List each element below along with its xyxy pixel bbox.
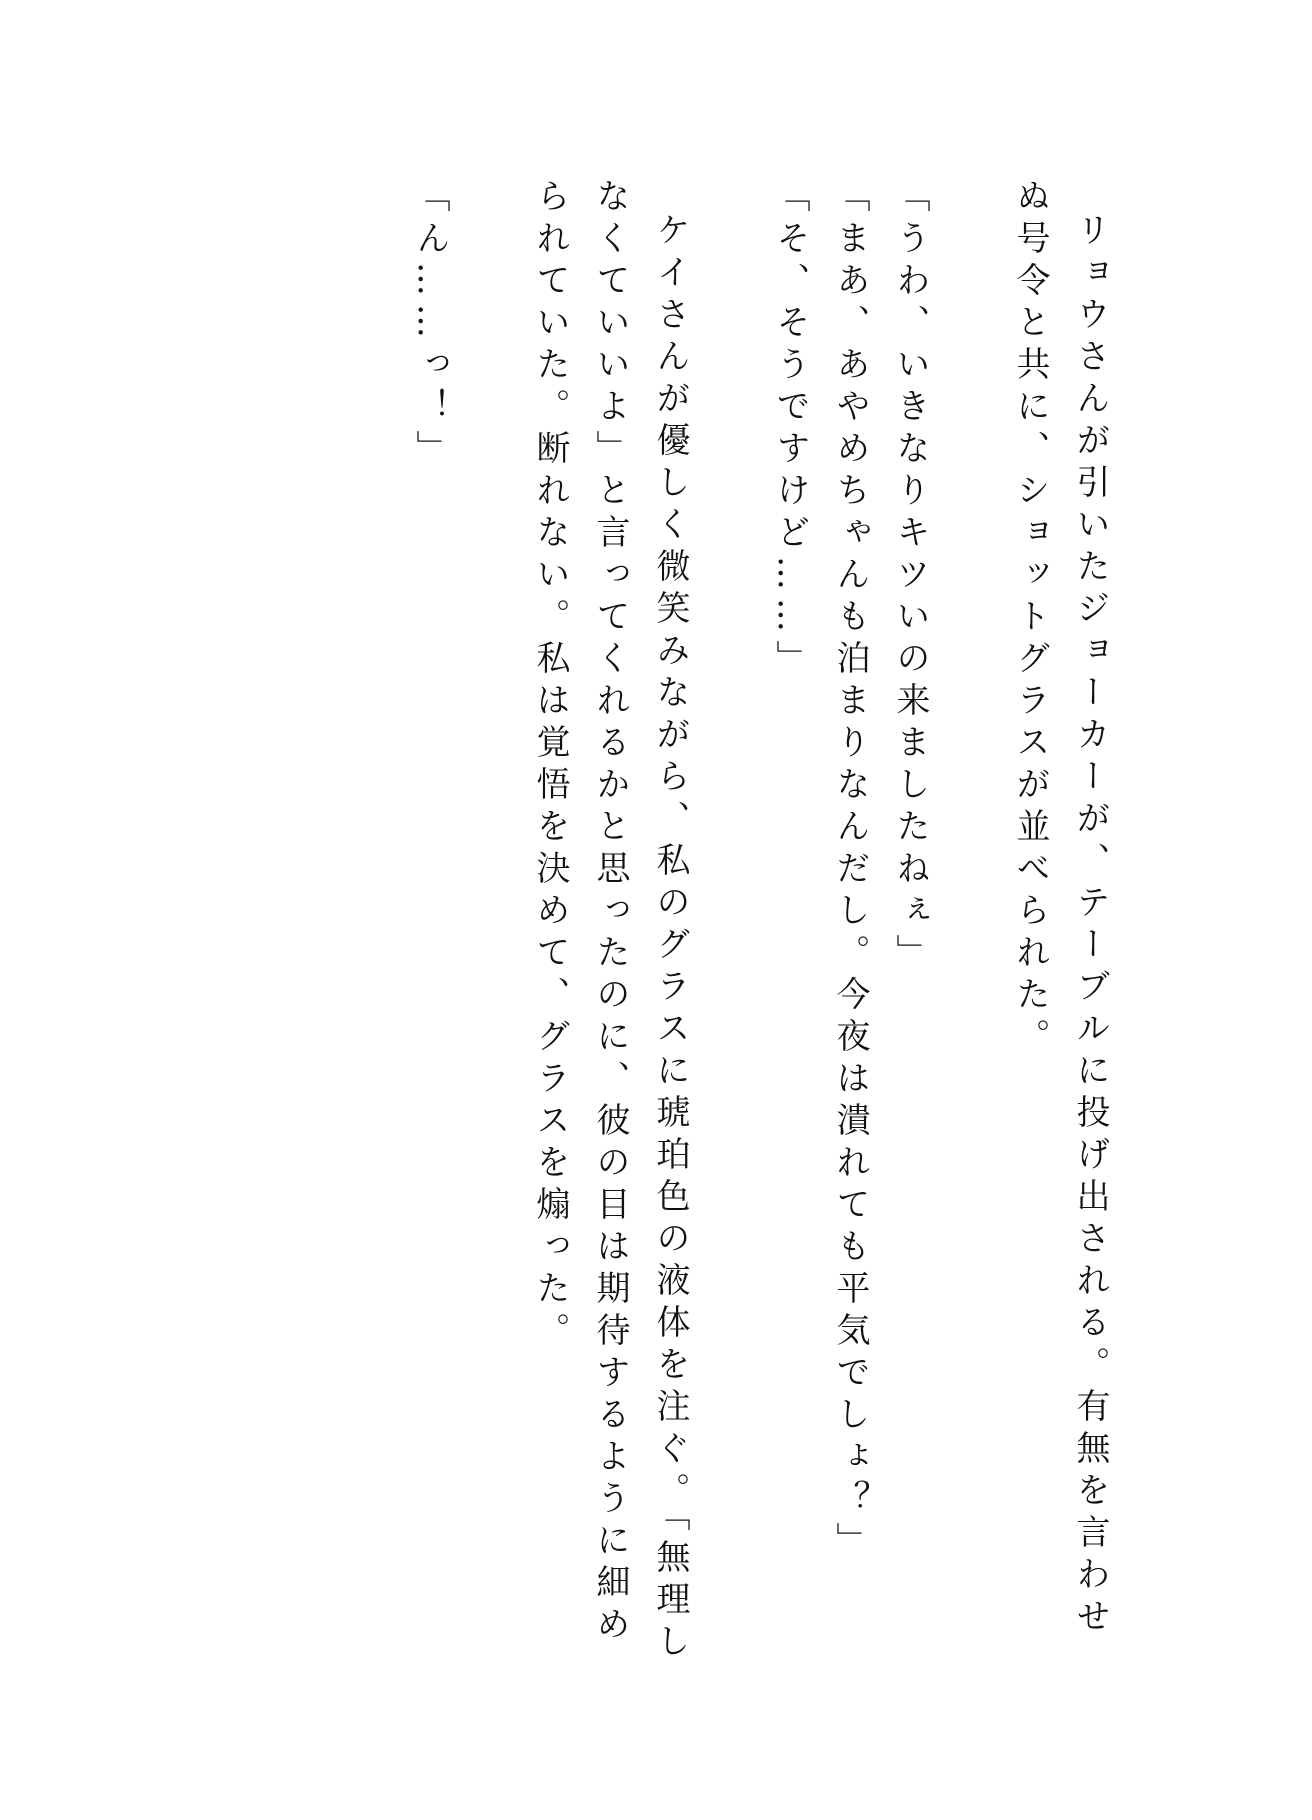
paragraph-narration-1: リョウさんが引いたジョーカーが、テーブルに投げ出される。有無を言わせぬ号令と共に、ショットグラスが並べられた。 — [1010, 178, 1110, 1640]
dialogue-line-1: 「うわ、いきなりキツいの来ましたねぇ」 — [890, 178, 930, 976]
blank-line — [700, 178, 760, 1678]
blank-line — [460, 178, 520, 1678]
vertical-text-body — [400, 178, 1120, 1678]
dialogue-line-3: 「そ、そうですけど……」 — [770, 178, 810, 682]
paragraph-narration-2: ケイさんが優しく微笑みながら、私のグラスに琥珀色の液体を注ぐ。「無理しなくていいよ」と言ってくれるかと思ったのに、彼の目は期待するように細められていた。断れない。私は覚悟を決めて、グラスを煽った。 — [530, 178, 690, 1665]
dialogue-line-4: 「ん……っ！」 — [410, 178, 450, 472]
blank-line — [940, 178, 1000, 1678]
dialogue-line-2: 「まあ、あやめちゃんも泊まりなんだし。今夜は潰れても平気でしょ？」 — [830, 178, 870, 1564]
